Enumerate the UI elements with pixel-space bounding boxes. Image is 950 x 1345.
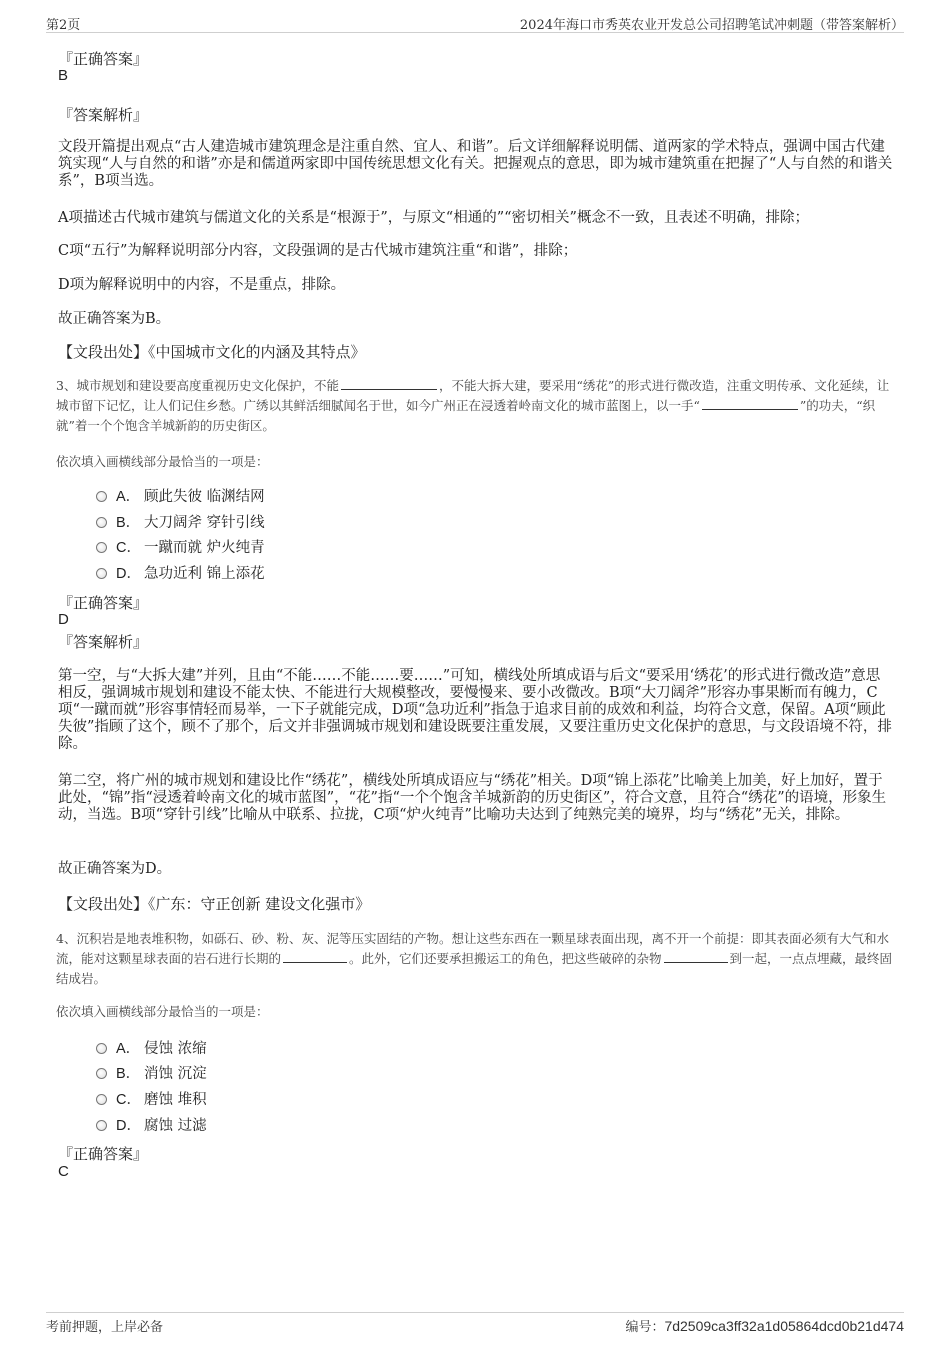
analysis-paragraph: 文段开篇提出观点“古人建造城市建筑理念是注重自然、宜人、和谐”。后文详细解释说明儒、道两家的学术特点，强调中国古代建筑实现“人与自然的和谐”亦是和儒道两家即中国传统思想文化有关。把握观点的意思，即为城市建筑重在把握了“人与自然的和谐关系”，B项当选。	[58, 139, 893, 189]
analysis-conclusion: 故正确答案为B。	[58, 311, 171, 327]
answer-label: 『正确答案』	[58, 50, 149, 68]
analysis-paragraph: A项描述古代城市建筑与儒道文化的关系是“根源于”，与原文“相通的”“密切相关”概念不一致，且表述不明确，排除；	[58, 210, 809, 226]
answer-label: 『正确答案』	[58, 1145, 149, 1163]
question-prompt: 依次填入画横线部分最恰当的一项是：	[56, 1004, 269, 1019]
question-stem: 3、城市规划和建设要高度重视历史文化保护，不能 ，不能大拆大建，要采用“绣花”的形式进行微改造，注重文明传承、文化延续，让城市留下记忆，让人们记住乡愁。广绣以其鲜活细腻闻名于世，如今广州正在浸透着岭南文化的城市蓝图上，以一手“ ”的功夫，“织就”着一个个饱含羊城新韵的历史街区。	[56, 378, 890, 433]
question-stem: 4、沉积岩是地表堆积物，如砾石、砂、粉、灰、泥等压实固结的产物。想让这些东西在一颗星球表面出现，离不开一个前提：即其表面必须有大气和水流，能对这颗星球表面的岩石进行长期的 。此外，它们还要承担搬运工的角色，把这些破碎的杂物 到一起，一点点埋藏，最终固结成岩。	[56, 931, 893, 986]
radio-icon[interactable]	[96, 1043, 107, 1054]
option-d[interactable]: D． 急功近利 锦上添花	[96, 564, 265, 584]
option-d[interactable]: D． 腐蚀 过滤	[96, 1116, 207, 1136]
radio-icon[interactable]	[96, 568, 107, 579]
option-b[interactable]: B． 大刀阔斧 穿针引线	[96, 513, 265, 533]
radio-icon[interactable]	[96, 1068, 107, 1079]
correct-answer: C	[58, 1163, 69, 1180]
analysis-paragraph: 第一空，与“大拆大建”并列，且由“不能……不能……要……”可知，横线处所填成语与后文“要采用‘绣花’的形式进行微改造”意思相反，强调城市规划和建设不能太快、不能进行大规模整改，要慢慢来、要小改微改。B项“大刀阔斧”形容办事果断而有魄力，C项“一蹴而就”形容事情轻而易举，一下子就能完成，D项“急功近利”指急于追求目前的成效和利益，均符合文意，保留。A项“顾此失彼”指顾了这个，顾不了那个，后文并非强调城市规划和建设既要注重发展，又要注重历史文化保护的意思，与文段语境不符，排除。	[58, 668, 892, 752]
option-c[interactable]: C． 一蹴而就 炉火纯青	[96, 538, 265, 558]
analysis-conclusion: 故正确答案为D。	[58, 861, 172, 877]
correct-answer: D	[58, 611, 69, 628]
analysis-paragraph: 第二空，将广州的城市规划和建设比作“绣花”，横线处所填成语应与“绣花”相关。D项“锦上添花”比喻美上加美，好上加好，置于此处，“锦”指“浸透着岭南文化的城市蓝图”，“花”指“一个个饱含羊城新韵的历史街区”，符合文意，且符合“绣花”的语境，形象生动，当选。B项“穿针引线”比喻从中联系、拉拢，C项“炉火纯青”比喻功夫达到了纯熟完美的境界，均与“绣花”无关，排除。	[58, 773, 887, 823]
radio-icon[interactable]	[96, 517, 107, 528]
option-a[interactable]: A． 侵蚀 浓缩	[96, 1039, 207, 1059]
fill-blank	[702, 397, 798, 410]
fill-blank	[283, 950, 347, 963]
radio-icon[interactable]	[96, 1094, 107, 1105]
source-citation: 【文段出处】《中国城市文化的内涵及其特点》	[58, 343, 366, 361]
option-c[interactable]: C． 磨蚀 堆积	[96, 1090, 207, 1110]
fill-blank	[664, 950, 728, 963]
option-a[interactable]: A． 顾此失彼 临渊结网	[96, 487, 265, 507]
source-citation: 【文段出处】《广东：守正创新 建设文化强市》	[58, 895, 371, 913]
radio-icon[interactable]	[96, 542, 107, 553]
fill-blank	[341, 377, 437, 390]
radio-icon[interactable]	[96, 1120, 107, 1131]
correct-answer: B	[58, 67, 69, 84]
document-code: 编号：7d2509ca3ff32a1d05864dcd0b21d474	[625, 1318, 904, 1335]
document-title: 2024年海口市秀英农业开发总公司招聘笔试冲刺题（带答案解析）	[519, 18, 904, 33]
option-b[interactable]: B． 消蚀 沉淀	[96, 1064, 207, 1084]
analysis-paragraph: D项为解释说明中的内容，不是重点，排除。	[58, 277, 346, 293]
analysis-paragraph: C项“五行”为解释说明部分内容，文段强调的是古代城市建筑注重“和谐”，排除；	[58, 243, 578, 259]
analysis-label: 『答案解析』	[58, 106, 149, 124]
page-footer	[46, 1312, 904, 1337]
analysis-label: 『答案解析』	[58, 633, 149, 651]
answer-label: 『正确答案』	[58, 594, 149, 612]
radio-icon[interactable]	[96, 491, 107, 502]
page-header	[46, 12, 904, 33]
question-prompt: 依次填入画横线部分最恰当的一项是：	[56, 454, 269, 469]
page-number: 第2页	[46, 18, 81, 33]
footer-note: 考前押题，上岸必备	[46, 1320, 164, 1335]
